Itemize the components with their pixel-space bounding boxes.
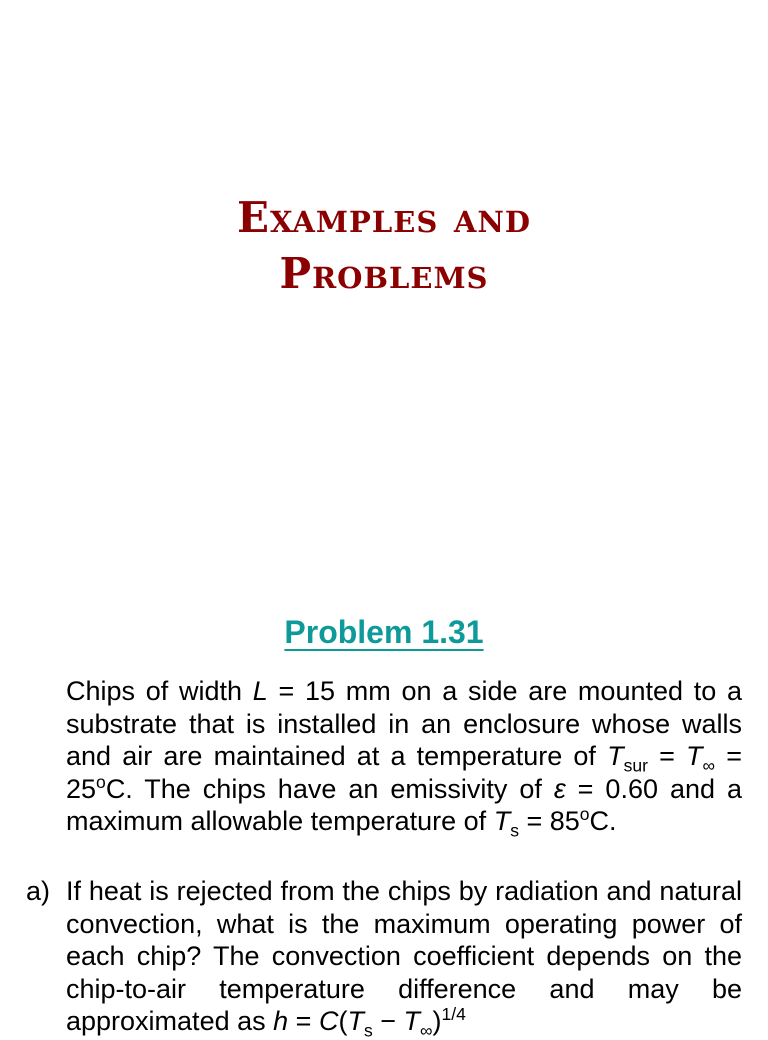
sub-inf: ∞ <box>702 755 716 776</box>
var-T-s: T <box>493 806 511 836</box>
part-a-text-4: − <box>372 1006 404 1036</box>
var-C: C <box>318 1006 339 1036</box>
title-line-1: Examples and <box>236 193 532 242</box>
intro-text-3: = <box>647 741 687 771</box>
intro-text-6: = 0.60 and a maximum allowable temperature of <box>66 773 742 836</box>
part-a-text-5: ) <box>432 1006 442 1036</box>
part-a-text-2: = <box>288 1006 319 1036</box>
var-L: L <box>252 676 268 706</box>
part-a-text-3: ( <box>338 1006 348 1036</box>
problem-heading-text: Problem 1.31 <box>284 614 484 650</box>
degree-mark-1: o <box>96 771 106 792</box>
exponent: 1/4 <box>441 1004 466 1024</box>
intro-text-5: C. The chips have an emissivity of <box>105 773 554 804</box>
intro-text-4: = 25 <box>66 741 742 804</box>
sub-sur: sur <box>623 755 648 776</box>
var-epsilon: ε <box>553 773 566 804</box>
sub-s-a: s <box>363 1020 373 1040</box>
var-T-sur: T <box>607 741 624 771</box>
sub-s: s <box>510 820 519 841</box>
problem-statement <box>66 675 742 841</box>
part-a-text-1: If heat is rejected from the chips by radiation and natural convection, what is the maximum operating power of each chip? The convection coefficient depends on the chip-to-air temperature difference and may be approximated as <box>66 876 742 1036</box>
part-a <box>26 875 742 1040</box>
intro-text-7: = 85 <box>518 806 580 836</box>
var-T-s-a: T <box>347 1006 364 1036</box>
var-T-inf-a: T <box>403 1006 420 1036</box>
sub-inf-a: ∞ <box>419 1020 433 1040</box>
slide-title <box>0 190 768 302</box>
intro-text-8: C. <box>589 806 617 836</box>
var-h: h <box>273 1006 289 1036</box>
part-a-label: a) <box>26 876 51 906</box>
intro-text-1: Chips of width <box>66 676 253 706</box>
degree-mark-2: o <box>579 804 590 824</box>
title-line-2: Problems <box>279 249 489 298</box>
problem-heading <box>0 610 768 654</box>
var-T-inf: T <box>686 741 703 771</box>
intro-text-2: = 15 mm on a side are mounted to a substrate that is installed in an enclosure whose walls and air are maintained at a temperature of <box>66 676 742 771</box>
